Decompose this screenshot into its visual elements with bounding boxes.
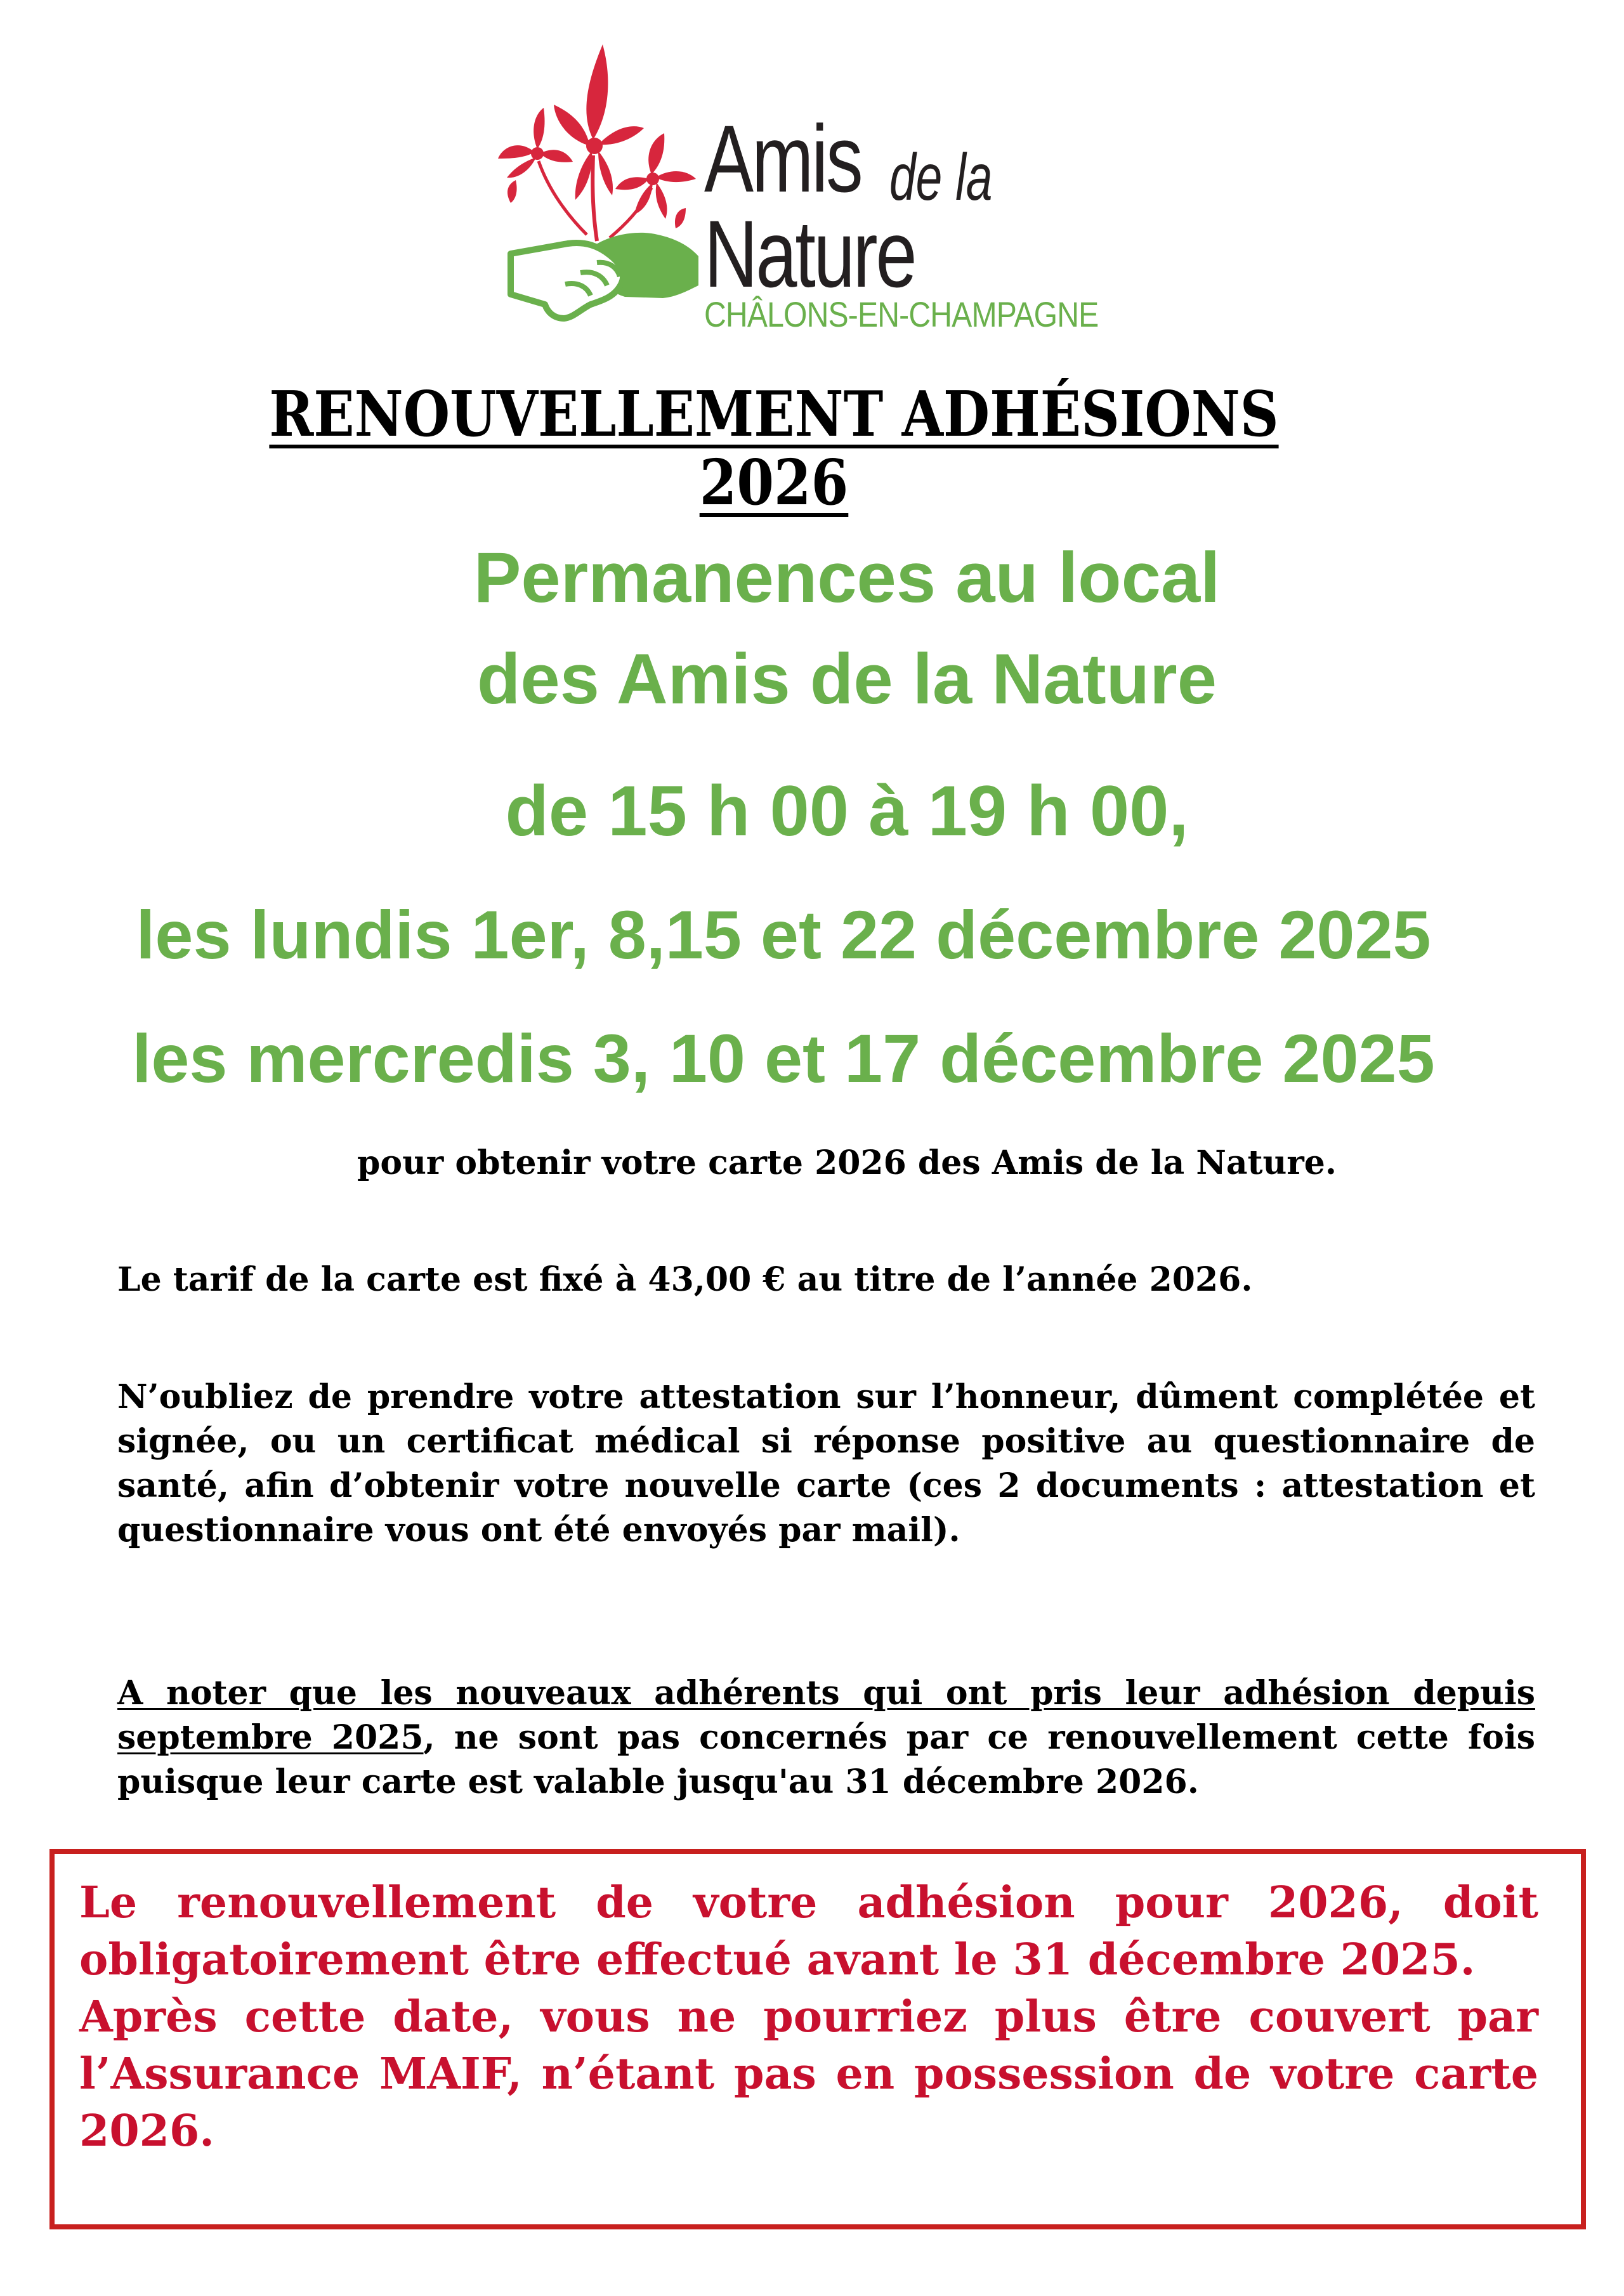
warning-text (79, 1874, 1538, 2160)
page-title (201, 378, 1347, 519)
reminder-paragraph: N’oubliez de prendre votre attestation sur l’honneur, dûment complétée et signée, ou un certificat médical si réponse positive au questionnaire de santé, afin d’obtenir votre nouvelle carte (ces 2 documents : attestation et questionnaire vous ont été envoyés par mail). (117, 1378, 1535, 1549)
new-members-note (117, 1671, 1535, 1804)
logo-word-nature: Nature (704, 200, 915, 307)
new-members-note-underlined: A noter que les nouveaux adhérents qui ont pris leur adhésion depuis septembre 2025 (117, 1674, 1535, 1757)
intro-text: pour obtenir votre carte 2026 des Amis de la Nature. (357, 1144, 1337, 1182)
price-paragraph: Le tarif de la carte est fixé à 43,00 € au titre de l’année 2026. (117, 1260, 1253, 1299)
logo-word-de-la: de la (889, 141, 993, 214)
schedule-mondays: les lundis 1er, 8,15 et 22 décembre 2025 (136, 896, 1431, 973)
logo-amis-de-la-nature (485, 44, 1120, 342)
warning-paragraph-2: Après cette date, vous ne pourriez plus être couvert par l’Assurance MAIF, n’étant pas en possession de votre carte 2026. (79, 1992, 1538, 2156)
new-members-note-rest: , ne sont pas concernés par ce renouvellement cette fois puisque leur carte est valable jusqu'au 31 décembre 2026. (117, 1718, 1536, 1801)
warning-paragraph-1: Le renouvellement de votre adhésion pour 2026, doit obligatoirement être effectué avant le 31 décembre 2025. (79, 1877, 1538, 1985)
flowers-handshake-icon (485, 44, 714, 342)
logo-word-amis: Amis (704, 105, 861, 212)
page-title-text: RENOUVELLEMENT ADHÉSIONS 2026 (269, 378, 1279, 519)
schedule-line-1: Permanences au local (473, 538, 1221, 617)
schedule-hours: de 15 h 00 à 19 h 00, (505, 771, 1189, 851)
schedule-wednesdays: les mercredis 3, 10 et 17 décembre 2025 (132, 1020, 1435, 1097)
logo-city: CHÂLONS-EN-CHAMPAGNE (704, 294, 1099, 334)
schedule-line-2: des Amis de la Nature (476, 639, 1217, 719)
